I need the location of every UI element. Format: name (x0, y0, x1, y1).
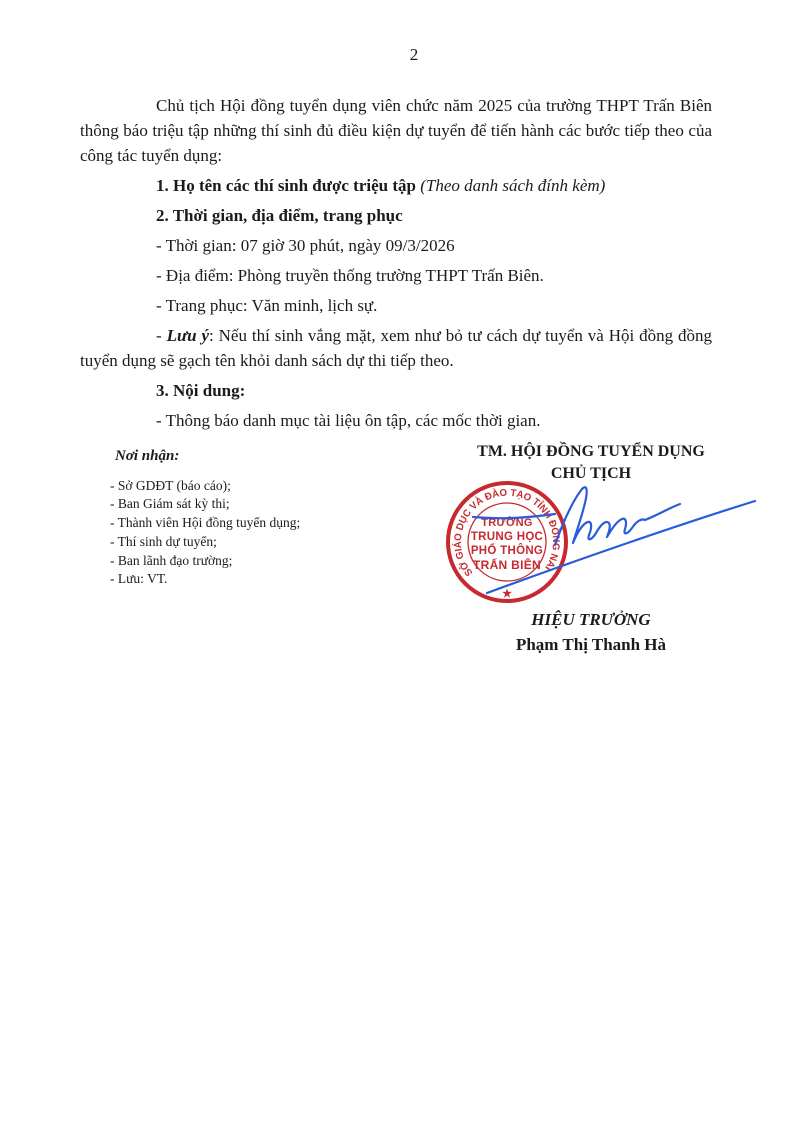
signing-authority: TM. HỘI ĐỒNG TUYỂN DỤNG (477, 443, 705, 460)
note-text: : Nếu thí sinh vắng mặt, xem như bỏ tư cách dự tuyển và Hội đồng đồng tuyển dụng sẽ gạch tên khỏi danh sách dự thi tiếp theo. (80, 326, 712, 370)
signer-name: Phạm Thị Thanh Hà (515, 635, 667, 654)
section3-item: - Thông báo danh mục tài liệu ôn tập, các mốc thời gian. (156, 411, 541, 430)
page-number: 2 (409, 45, 419, 64)
recipient-item: - Sở GDĐT (báo cáo); (110, 477, 231, 493)
seal-and-signature (435, 473, 785, 618)
section3-heading-line (80, 378, 712, 403)
section1-heading: 1. Họ tên các thí sinh được triệu tập (156, 176, 416, 195)
time-line: - Thời gian: 07 giờ 30 phút, ngày 09/3/2026 (156, 236, 455, 255)
recipient-item: - Lưu: VT. (110, 571, 168, 587)
recipients-block (110, 447, 300, 589)
intro-paragraph: Chủ tịch Hội đồng tuyển dụng viên chức năm 2025 của trường THPT Trấn Biên thông báo triệu tập những thí sinh đủ điều kiện dự tuyển để tiến hành các bước tiếp theo của công tác tuyển dụng: (80, 96, 712, 165)
section2-heading-line (80, 203, 712, 228)
dresscode-line: - Trang phục: Văn minh, lịch sự. (156, 296, 378, 315)
note-label: Lưu ý (166, 326, 210, 345)
section1-heading-line (80, 173, 712, 198)
recipient-item: - Ban Giám sát kỳ thi; (110, 496, 230, 512)
signer-role: HIỆU TRƯỞNG (531, 610, 651, 629)
recipients-title: Nơi nhận: (115, 448, 180, 464)
note-dash: - (156, 326, 167, 345)
signer-title: CHỦ TỊCH (550, 465, 632, 482)
section2-heading: 2. Thời gian, địa điểm, trang phục (156, 206, 403, 225)
signature-footer (80, 441, 712, 701)
seal-ring-text: SỞ GIÁO DỤC VÀ ĐÀO TẠO TỈNH ĐỒNG NAI (452, 487, 562, 578)
location-line: - Địa điểm: Phòng truyền thống trường THPT Trấn Biên. (156, 266, 544, 285)
seal-center-line: PHỔ THÔNG (470, 545, 544, 557)
recipient-item: - Thành viên Hội đồng tuyển dụng; (110, 515, 301, 531)
section3-heading: 3. Nội dung: (156, 381, 246, 400)
seal-center-line: TRUNG HỌC (470, 531, 544, 543)
recipient-item: - Ban lãnh đạo trường; (110, 552, 233, 568)
note-paragraph (80, 323, 712, 373)
seal-center-line: TRẤN BIÊN (472, 558, 542, 572)
star-icon: ★ (502, 588, 512, 600)
seal-center-line: TRƯỜNG (481, 517, 533, 529)
official-seal (448, 483, 566, 601)
recipient-item: - Thí sinh dự tuyển; (110, 533, 217, 549)
section1-note: (Theo danh sách đính kèm) (415, 176, 606, 195)
